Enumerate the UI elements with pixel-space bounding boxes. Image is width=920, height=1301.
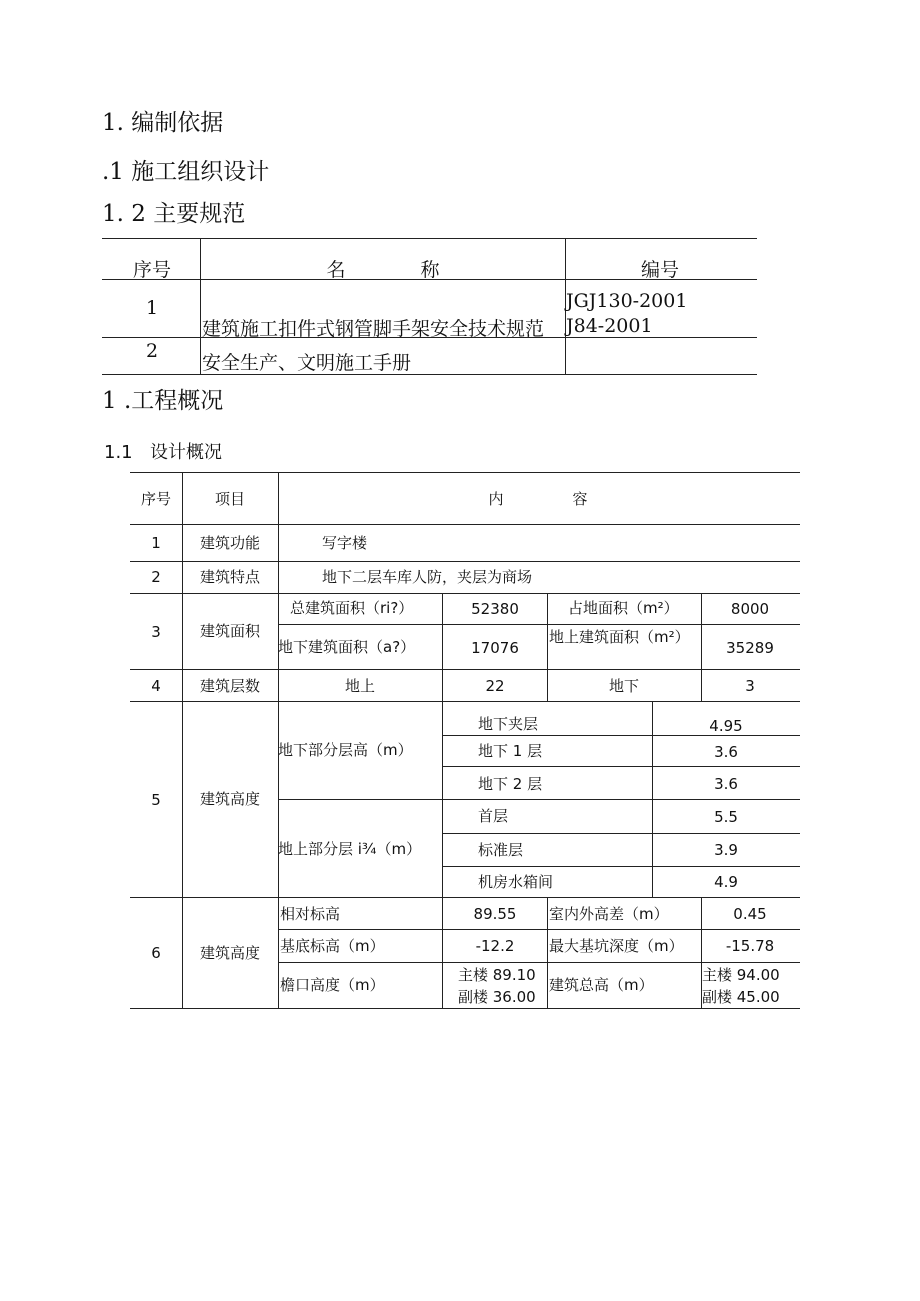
header-seq: 序号: [132, 259, 172, 281]
table-rule: [547, 669, 548, 701]
r3-item: 建筑面积: [199, 622, 261, 640]
r6-f-value1: 主楼 94.00: [702, 966, 780, 984]
r3-c-value: 17076: [471, 639, 519, 657]
r5-above-0-value: 5.5: [714, 808, 738, 826]
table-rule: [130, 472, 800, 473]
heading-design-overview-title: 设计概况: [150, 442, 222, 463]
r6-b-value: 0.45: [733, 905, 767, 923]
r5-above-2-value: 4.9: [714, 873, 738, 891]
r3-a-value: 52380: [471, 600, 519, 618]
r6-a-value: 89.55: [473, 905, 517, 923]
r6-e-label: 檐口高度（m）: [280, 976, 385, 994]
header-code: 编号: [640, 259, 680, 281]
r6-a-label: 相对标高: [280, 905, 341, 923]
table-rule: [130, 524, 800, 525]
row1-code1: JGJ130-2001: [566, 290, 688, 312]
heading-main-specs: 1. 2 主要规范: [102, 201, 246, 227]
table-rule: [278, 799, 800, 800]
r4-a-label: 地上: [344, 677, 376, 695]
r3-seq: 3: [151, 623, 161, 641]
r6-f-label: 建筑总高（m）: [549, 976, 654, 994]
heading-construction-design: .1 施工组织设计: [102, 159, 270, 185]
r4-b-value: 3: [745, 677, 755, 695]
r2-item: 建筑特点: [199, 568, 261, 586]
table-rule: [278, 929, 800, 930]
r5-under-1-value: 3.6: [714, 743, 738, 761]
table-rule: [130, 1008, 800, 1009]
table-rule: [442, 766, 800, 767]
r6-f-value2: 副楼 45.00: [702, 988, 780, 1006]
row1-seq: 1: [145, 297, 159, 319]
table-rule: [442, 735, 800, 736]
table-rule: [200, 238, 201, 375]
header-name-a: 名: [326, 259, 346, 281]
r2-content: 地下二层车库人防，夹层为商场: [322, 568, 533, 586]
r6-d-value: -15.78: [725, 937, 775, 955]
heading-design-overview-number: 1.1: [104, 442, 133, 463]
r5-under-2-value: 3.6: [714, 775, 738, 793]
table-rule: [547, 897, 548, 1009]
r5-above-2-name: 机房水箱间: [478, 873, 554, 891]
table-rule: [442, 593, 443, 669]
r5-above-1-value: 3.9: [714, 841, 738, 859]
r5-under-1-name: 地下 1 层: [478, 742, 543, 760]
r2-seq: 2: [151, 568, 161, 586]
row1-code2: J84-2001: [566, 315, 653, 337]
table-rule: [701, 669, 702, 701]
r3-b-label: 占地面积（m²）: [568, 599, 679, 617]
header-item: 项目: [214, 490, 246, 508]
r4-seq: 4: [151, 677, 161, 695]
table-rule: [442, 669, 443, 701]
r6-d-label: 最大基坑深度（m）: [549, 937, 684, 955]
r4-item: 建筑层数: [199, 677, 261, 695]
table-rule: [182, 472, 183, 1009]
r4-b-label: 地下: [608, 677, 640, 695]
heading-design-overview: [104, 438, 222, 468]
table-rule: [652, 701, 653, 897]
r5-above-label: 地上部分层 i¾（m）: [278, 840, 422, 858]
table-rule: [442, 866, 800, 867]
r6-item: 建筑高度: [199, 944, 261, 962]
table-rule: [442, 833, 800, 834]
table-rule: [442, 897, 443, 1009]
table-rule: [130, 593, 800, 594]
r6-e-value2: 副楼 36.00: [458, 988, 536, 1006]
r6-c-label: 基底标高（m）: [280, 937, 385, 955]
r4-a-value: 22: [485, 677, 505, 695]
header-content-b: 容: [572, 490, 588, 508]
r5-under-0-value: 4.95: [709, 717, 743, 735]
r3-d-label: 地上建筑面积（m²）: [549, 628, 690, 646]
r3-c-label: 地下建筑面积（a?）: [278, 638, 416, 656]
r5-under-0-name: 地下夹层: [478, 715, 539, 733]
r5-above-1-name: 标准层: [478, 841, 524, 859]
header-content-a: 内: [488, 490, 504, 508]
r5-item: 建筑高度: [199, 790, 261, 808]
design-overview-table: [130, 472, 800, 1010]
table-rule: [130, 701, 800, 702]
table-rule: [278, 962, 800, 963]
row2-seq: 2: [145, 340, 159, 362]
heading-compilation-basis: 1. 编制依据: [102, 110, 224, 136]
table-rule: [130, 669, 800, 670]
table-rule: [701, 593, 702, 669]
r5-under-label: 地下部分层高（m）: [278, 741, 413, 759]
r6-c-value: -12.2: [475, 937, 515, 955]
r5-under-2-name: 地下 2 层: [478, 775, 543, 793]
header-name-b: 称: [420, 259, 440, 281]
table-rule: [547, 593, 548, 669]
row1-name: 建筑施工扣件式钢管脚手架安全技术规范: [202, 318, 545, 340]
header-seq: 序号: [140, 490, 172, 508]
r1-seq: 1: [151, 534, 161, 552]
heading-project-overview: 1 .工程概况: [102, 388, 224, 414]
table-rule: [130, 897, 800, 898]
r3-d-value: 35289: [726, 639, 774, 657]
table-rule: [442, 701, 443, 897]
r5-seq: 5: [151, 791, 161, 809]
r6-e-value1: 主楼 89.10: [458, 966, 536, 984]
r1-item: 建筑功能: [199, 534, 261, 552]
r6-seq: 6: [151, 944, 161, 962]
r5-above-0-name: 首层: [478, 807, 509, 825]
r3-a-label: 总建筑面积（ri?）: [290, 599, 414, 617]
r1-content: 写字楼: [322, 534, 368, 552]
r3-b-value: 8000: [730, 600, 770, 618]
specs-table: [102, 238, 757, 375]
row2-name: 安全生产、文明施工手册: [202, 352, 412, 374]
r6-b-label: 室内外高差（m）: [549, 905, 669, 923]
table-rule: [278, 624, 800, 625]
table-rule: [130, 561, 800, 562]
